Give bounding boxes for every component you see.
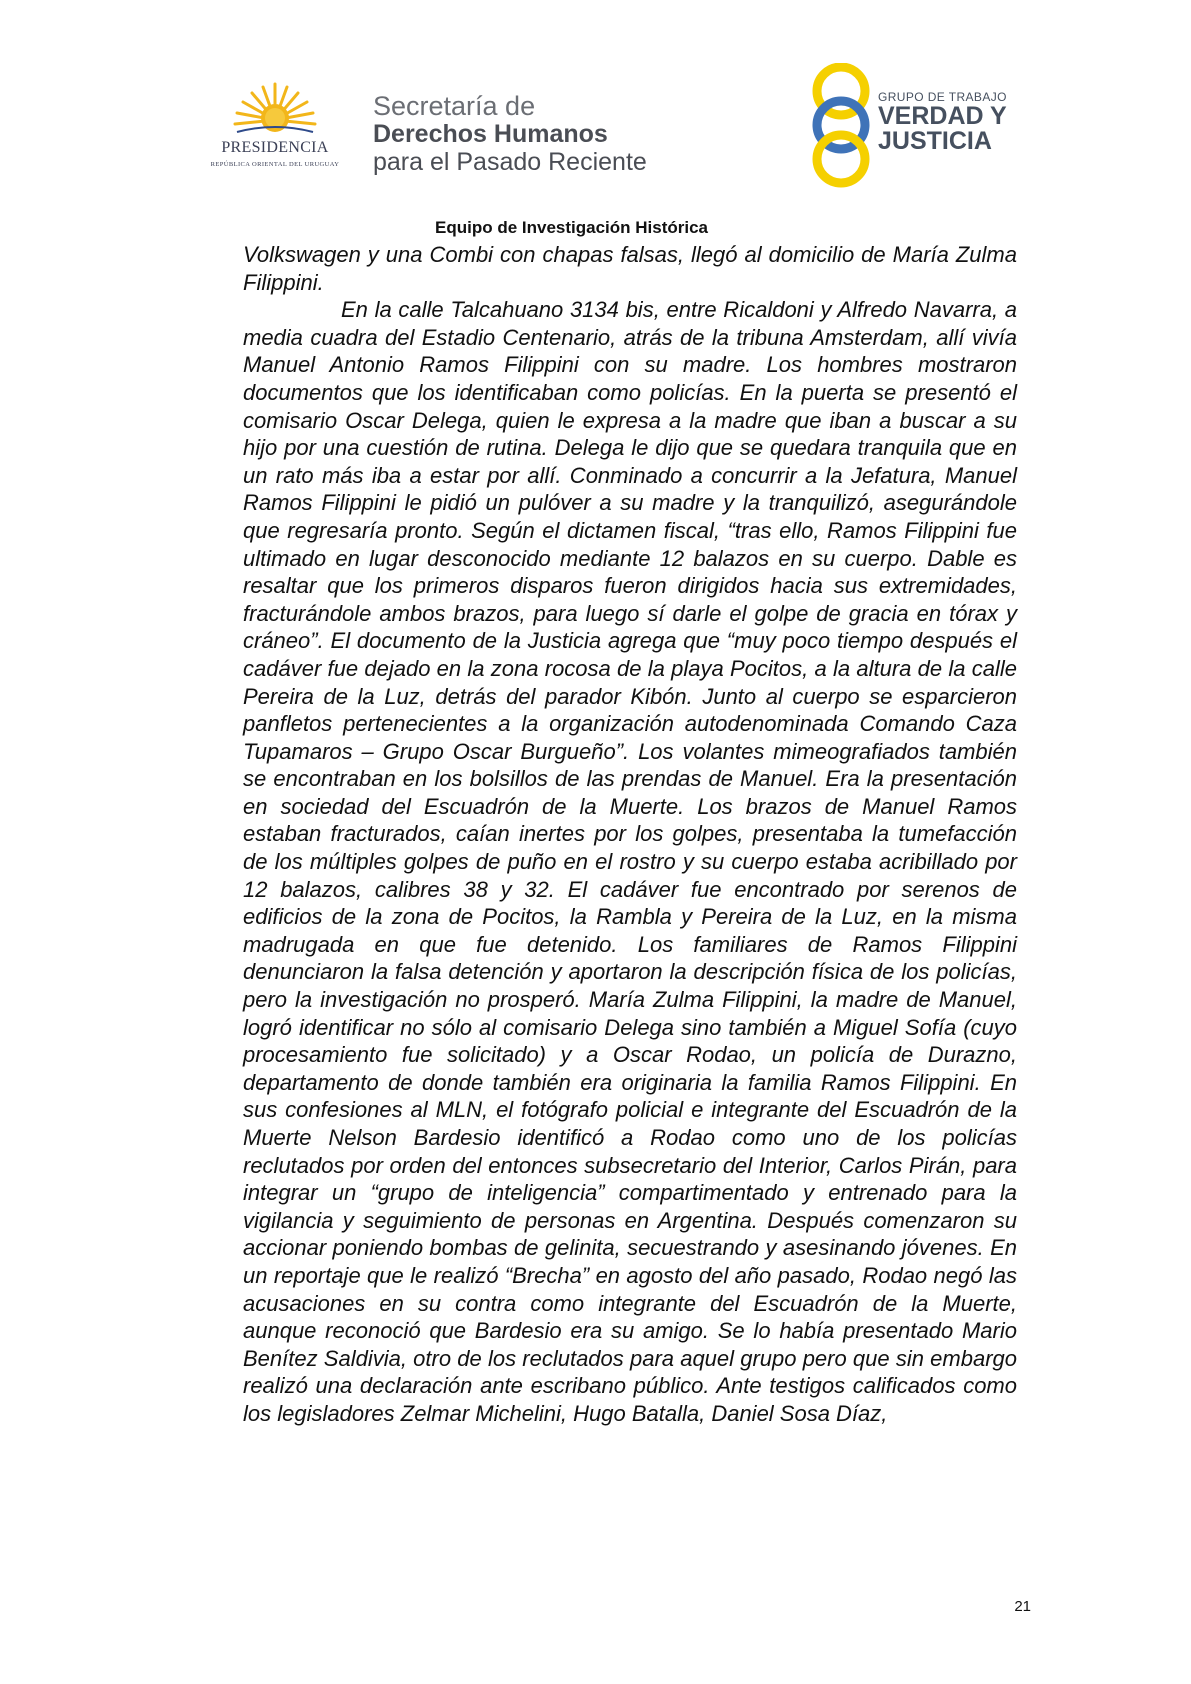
secretaria-logo-text (373, 92, 703, 176)
presidencia-subtitle: REPÚBLICA ORIENTAL DEL URUGUAY (210, 161, 340, 168)
page-number: 21 (1014, 1598, 1031, 1615)
paragraph-2: En la calle Talcahuano 3134 bis, entre Ricaldoni y Alfredo Navarra, a media cuadra del Estadio Centenario, atrás de la tribuna Amsterdam, allí vivía Manuel Antonio Ramos Filippini con su madre. Los hombres mostraron documentos que los identificaban como policías. En la puerta se presentó el comisario Oscar Delega, quien le expresa a la madre que iban a buscar a su hijo por una cuestión de rutina. Delega le dijo que se quedara tranquila que en un rato más iba a estar por allí. Conminado a concurrir a la Jefatura, Manuel Ramos Filippini le pidió un pulóver a su madre y la tranquilizó, asegurándole que regresaría pronto. Según el dictamen fiscal, “tras ello, Ramos Filippini fue ultimado en lugar desconocido mediante 12 balazos en su cuerpo. Dable es resaltar que los primeros disparos fueron dirigidos hacia sus extremidades, fracturándole ambos brazos, para luego sí darle el golpe de gracia en tórax y cráneo”. El documento de la Justicia agrega que “muy poco tiempo después el cadáver fue dejado en la zona rocosa de la playa Pocitos, a la altura de la calle Pereira de la Luz, detrás del parador Kibón. Junto al cuerpo se esparcieron panfletos pertenecientes a la organización autodenominada Comando Caza Tupamaros – Grupo Oscar Burgueño”. Los volantes mimeografiados también se encontraban en los bolsillos de las prendas de Manuel. Era la presentación en sociedad del Escuadrón de la Muerte. Los brazos de Manuel Ramos estaban fracturados, caían inertes por los golpes, presentaba la tumefacción de los múltiples golpes de puño en el rostro y su cuerpo estaba acribillado por 12 balazos, calibres 38 y 32. El cadáver fue encontrado por serenos de edificios de la zona de Pocitos, la Rambla y Pereira de la Luz, en la misma madrugada en que fue detenido. Los familiares de Ramos Filippini denunciaron la falsa detención y aportaron la descripción física de los policías, pero la investigación no prosperó. María Zulma Filippini, la madre de Manuel, logró identificar no sólo al comisario Delega sino también a Miguel Sofía (cuyo procesamiento fue solicitado) y a Oscar Rodao, un policía de Durazno, departamento de donde también era originaria la familia Ramos Filippini. En sus confesiones al MLN, el fotógrafo policial e integrante del Escuadrón de la Muerte Nelson Bardesio identificó a Rodao como uno de los policías reclutados por orden del entonces subsecretario del Interior, Carlos Pirán, para integrar un “grupo de inteligencia” compartimentado y entrenado para la vigilancia y seguimiento de personas en Argentina. Después comenzaron su accionar poniendo bombas de gelinita, secuestrando y asesinando jóvenes. En un reportaje que le realizó “Brecha” en agosto del año pasado, Rodao negó las acusaciones en su contra como integrante del Escuadrón de la Muerte, aunque reconoció que Bardesio era su amigo. Se lo había presentado Mario Benítez Saldivia, otro de los reclutados para aquel grupo pero que sin embargo realizó una declaración ante escribano público. Ante testigos calificados como los legisladores Zelmar Michelini, Hugo Batalla, Daniel Sosa Díaz, (243, 297, 1017, 1426)
grupo-trabajo-line-1: GRUPO DE TRABAJO (878, 90, 1007, 104)
grupo-trabajo-logo (806, 63, 1036, 188)
presidencia-name: PRESIDENCIA (221, 139, 329, 156)
secretaria-line-2: Derechos Humanos (373, 120, 608, 148)
grupo-trabajo-text (878, 90, 1038, 154)
linked-rings-icon (806, 63, 878, 188)
team-title: Equipo de Investigación Histórica (435, 218, 708, 237)
grupo-trabajo-line-2: VERDAD Y (878, 102, 1007, 130)
grupo-trabajo-line-3: JUSTICIA (878, 127, 992, 155)
secretaria-line-1: Secretaría de (373, 91, 536, 121)
document-body (243, 241, 1017, 1428)
presidencia-logo (195, 82, 355, 178)
secretaria-line-3: para el Pasado Reciente (373, 148, 647, 176)
sun-icon (233, 82, 317, 142)
paragraph-1: Volkswagen y una Combi con chapas falsas, llegó al domicilio de María Zulma Filippini. (243, 242, 1017, 295)
